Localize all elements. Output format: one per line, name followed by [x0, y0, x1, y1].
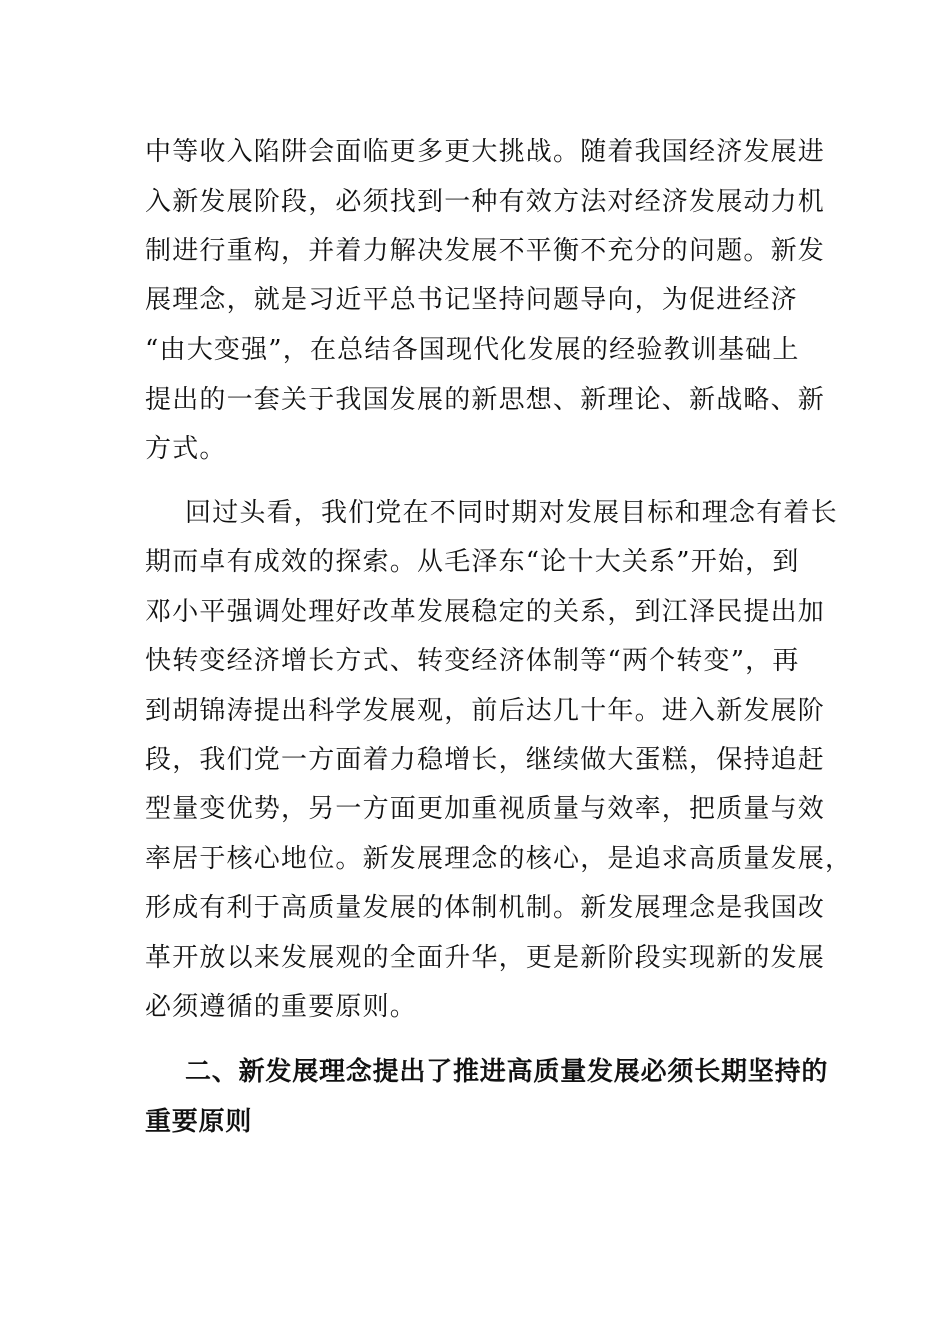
paragraph-1-line-2: 入新发展阶段，必须找到一种有效方法对经济发展动力机 [145, 187, 826, 217]
paragraph-2-line-10: 革开放以来发展观的全面升华，更是新阶段实现新的发展 [145, 943, 826, 973]
paragraph-2-line-1: 回过头看，我们党在不同时期对发展目标和理念有着长 [185, 498, 838, 528]
paragraph-2-line-9: 形成有利于高质量发展的体制机制。新发展理念是我国改 [145, 893, 826, 923]
paragraph-1-line-1: 中等收入陷阱会面临更多更大挑战。随着我国经济发展进 [145, 137, 826, 167]
paragraph-2-line-11: 必须遵循的重要原则。 [145, 992, 418, 1022]
paragraph-1-line-6: 提出的一套关于我国发展的新思想、新理论、新战略、新 [145, 385, 826, 415]
paragraph-1-line-5: “由大变强”，在总结各国现代化发展的经验教训基础上 [145, 335, 800, 365]
paragraph-1-line-3: 制进行重构，并着力解决发展不平衡不充分的问题。新发 [145, 236, 826, 266]
paragraph-1-line-4: 展理念，就是习近平总书记坚持问题导向，为促进经济 [145, 285, 798, 315]
paragraph-2-line-4: 快转变经济增长方式、转变经济体制等“两个转变”，再 [145, 646, 800, 676]
paragraph-2-line-5: 到胡锦涛提出科学发展观，前后达几十年。进入新发展阶 [145, 696, 826, 726]
section-heading-line-2: 重要原则 [145, 1107, 253, 1137]
paragraph-1-line-7: 方式。 [145, 434, 227, 464]
paragraph-2-line-8: 率居于核心地位。新发展理念的核心，是追求高质量发展， [145, 844, 853, 874]
paragraph-2-line-2: 期而卓有成效的探索。从毛泽东“论十大关系”开始，到 [145, 547, 800, 577]
section-heading-line-1: 二、新发展理念提出了推进高质量发展必须长期坚持的 [185, 1057, 829, 1087]
paragraph-2-line-3: 邓小平强调处理好改革发展稳定的关系，到江泽民提出加 [145, 597, 826, 627]
paragraph-2-line-7: 型量变优势，另一方面更加重视质量与效率，把质量与效 [145, 794, 826, 824]
paragraph-2-line-6: 段，我们党一方面着力稳增长，继续做大蛋糕，保持追赶 [145, 745, 826, 775]
